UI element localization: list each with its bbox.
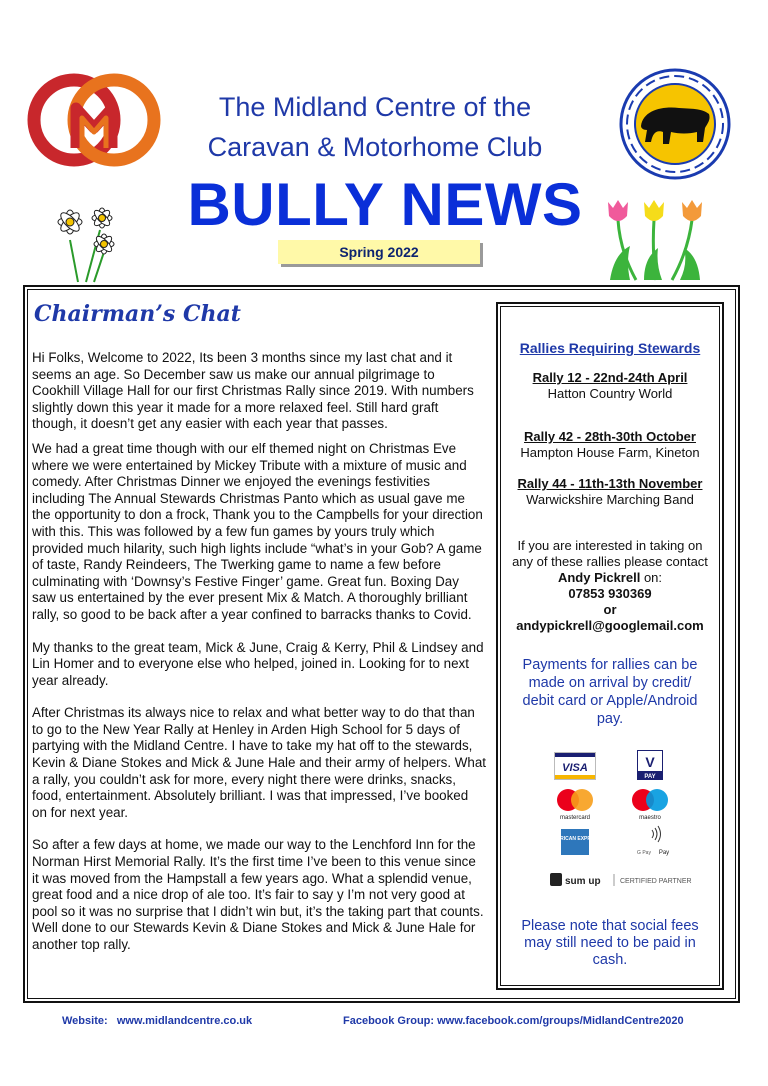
mastercard-label: mastercard bbox=[559, 815, 591, 821]
sumup-label: sum up bbox=[565, 876, 601, 887]
sumup-partner-logo bbox=[548, 870, 694, 890]
chat-paragraph: We had a great time though with our elf themed night on Christmas Eve where we were entertained by Mickey Tribute with a mixture of music and comedy. After Christmas Dinner we enjoyed the evenings festivities including The Annual Stewards Christmas Panto which as usual gave me the opportunity to don a frock, Thank you to the Campbells for your direction with this. This was followed by a few fun games by yours truly which provided much hilarity, such high lights include “what’s in your Gob? A game of taste, Randy Reindeers, The Twerking game to name a few before culminating with ‘Downsy’s Festive Finger’ game. Great fun. Boxing Day saw us entertained by the ever present Mix & Match. A thoroughly brilliant rally, so good to be back after a year confined to barracks thanks to Covid. bbox=[32, 440, 483, 622]
maestro-label: maestro bbox=[639, 815, 661, 821]
contact-on: on: bbox=[643, 570, 663, 585]
chairmans-chat-heading: Chairman’s Chat bbox=[34, 301, 241, 327]
footer-website bbox=[62, 1015, 252, 1027]
rally-venue: Hampton House Farm, Kineton bbox=[520, 445, 700, 460]
visa-label: VISA bbox=[562, 762, 588, 774]
contact-block bbox=[500, 538, 720, 634]
rally-venue: Warwickshire Marching Band bbox=[526, 492, 694, 507]
rallies-heading: Rallies Requiring Stewards bbox=[519, 340, 701, 356]
rally-entry bbox=[500, 476, 720, 508]
edition-badge: Spring 2022 bbox=[278, 240, 480, 264]
club-name-line-2: Caravan & Motorhome Club bbox=[207, 132, 543, 162]
footer-facebook bbox=[343, 1015, 684, 1027]
amex-logo bbox=[549, 829, 601, 855]
facebook-link[interactable]: www.facebook.com/groups/MidlandCentre2020 bbox=[437, 1015, 684, 1027]
rally-entry bbox=[500, 429, 720, 461]
certified-partner-label: CERTIFIED PARTNER bbox=[620, 878, 692, 885]
payments-note: Payments for rallies can be made on arrival by credit/ debit card or Apple/Android pay. bbox=[522, 657, 698, 727]
contact-or: or bbox=[603, 602, 617, 617]
contact-email: andypickrell@googlemail.com bbox=[516, 618, 704, 633]
visa-logo bbox=[554, 752, 596, 780]
contact-name: Andy Pickrell bbox=[557, 570, 641, 585]
bull-badge-logo bbox=[619, 68, 731, 180]
website-link[interactable]: www.midlandcentre.co.uk bbox=[116, 1015, 253, 1027]
masthead-title: BULLY NEWS bbox=[187, 171, 583, 238]
apple-pay-label: Pay bbox=[658, 850, 670, 856]
mastercard-logo bbox=[552, 787, 598, 821]
vpay-v-label: V bbox=[645, 754, 655, 770]
tulips-illustration bbox=[600, 196, 712, 282]
maestro-logo bbox=[627, 787, 673, 821]
chat-paragraph: Hi Folks, Welcome to 2022, Its been 3 months since my last chat and it seems an age. So December saw us make our annual pilgrimage to Cookhill Village Hall for our first Christmas Rally since 2019. With numbers slightly down this year it made for a more relaxed feel. Still hard graft though, it doesn’t get any easier with each year that passes. bbox=[32, 350, 474, 432]
contactless-pay-logos bbox=[634, 826, 674, 858]
amex-label: AMERICAN EXPRESS bbox=[549, 836, 601, 842]
social-fees-note: Please note that social fees may still need to be paid in cash. bbox=[521, 918, 699, 968]
rally-venue: Hatton Country World bbox=[547, 386, 673, 401]
rally-title: Rally 44 - 11th-13th November bbox=[517, 476, 703, 491]
website-label: Website: bbox=[62, 1015, 108, 1027]
contact-intro: If you are interested in taking on any of these rallies please contact bbox=[512, 538, 708, 569]
vpay-label: PAY bbox=[644, 774, 656, 780]
chat-paragraph: After Christmas its always nice to relax and what better way to do that than to go to the New Year Rally at Henley in Arden High School for 5 days of partying with the Midland Centre. I have to take my hat off to the stewards, Kevin & Diane Stokes and Mick & June Hale and their army of helpers. What a rally, you couldn’t ask for more, every night there were drinks, snacks, food, entertainment. Absolutely brilliant. I was that impressed, I’ve booked on for next year. bbox=[32, 705, 487, 820]
club-name-line-1: The Midland Centre of the bbox=[218, 92, 532, 122]
chat-paragraph: So after a few days at home, we made our way to the Lenchford Inn for the Norman Hirst Memorial Rally. It’s the first time I’ve been to this venue since it was moved from the Hampstall a few years ago. What a splendid venue, great food and a nice drop of ale too. It’s fair to say y I’m not very good at pool so it was no surprise that I didn’t win but, it’s the taking part that counts. Well done to our Stewards Kevin & Diane Stokes and Mick & June Hale for another top rally. bbox=[32, 837, 484, 952]
android-pay-label: G Pay bbox=[637, 850, 651, 856]
contact-phone: 07853 930369 bbox=[568, 586, 652, 601]
chairmans-chat-article bbox=[32, 350, 486, 962]
rally-entry bbox=[500, 370, 720, 402]
daisy-flowers-illustration bbox=[42, 200, 128, 284]
midland-centre-logo bbox=[26, 68, 162, 172]
facebook-label: Facebook Group: bbox=[343, 1015, 435, 1027]
vpay-logo bbox=[637, 750, 663, 780]
rally-title: Rally 42 - 28th-30th October bbox=[524, 429, 696, 444]
chat-paragraph: My thanks to the great team, Mick & June, Craig & Kerry, Phil & Lindsey and Lin Homer and to everyone else who helped, joined in. Looking for to next year already. bbox=[32, 639, 484, 688]
rally-title: Rally 12 - 22nd-24th April bbox=[532, 370, 688, 385]
